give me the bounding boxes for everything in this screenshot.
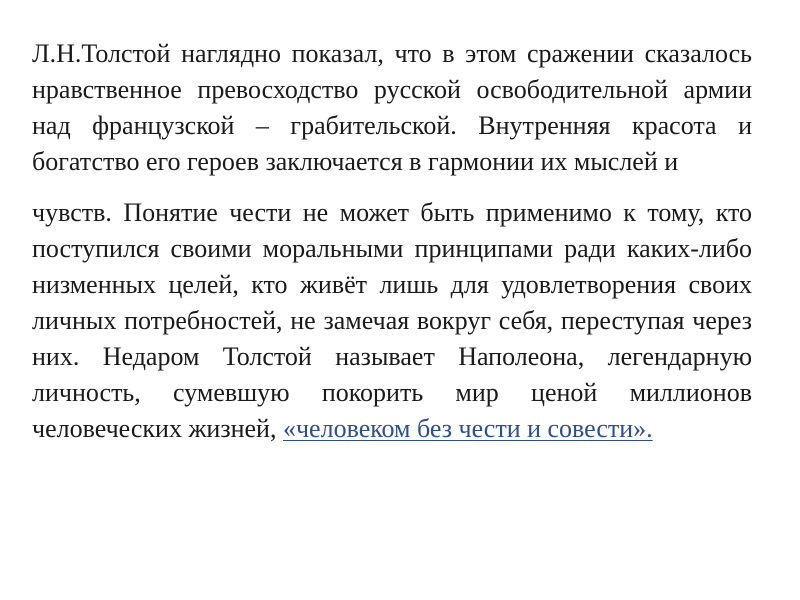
quote-hyperlink[interactable]: «человеком без чести и совести». xyxy=(282,414,653,443)
paragraph-1 xyxy=(32,36,752,180)
paragraph-1-text: Л.Н.Толстой наглядно показал, что в этом сражении сказалось нравственное превосходство русской освободительной армии над французской – грабительской. Внутренняя красота и богатство его героев заключается в гармонии их мыслей и xyxy=(32,39,752,176)
paragraph-2-text: чувств. Понятие чести не может быть применимо к тому, кто поступился своими моральными принципами ради каких-либо низменных целей, кто живёт лишь для удовлетворения своих личных потребностей, не замечая вокруг себя, переступая через них. Недаром Толстой называет Наполеона, легендарную личность, сумевшую покорить мир ценой миллионов человеческих жизней, xyxy=(32,198,752,443)
slide-body xyxy=(32,36,752,447)
paragraph-2 xyxy=(32,195,752,447)
